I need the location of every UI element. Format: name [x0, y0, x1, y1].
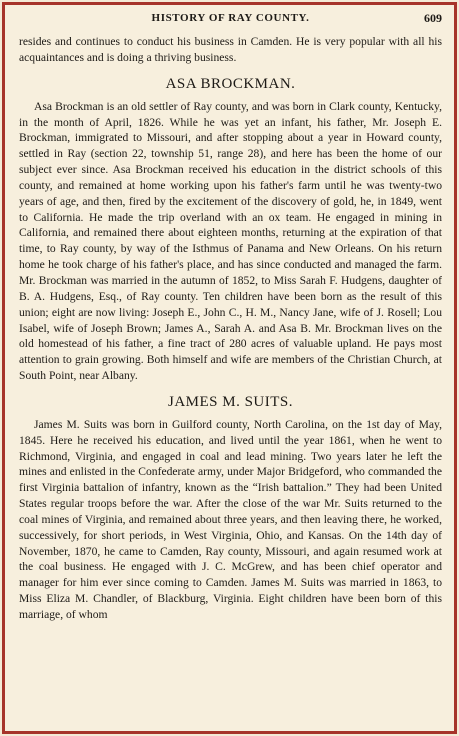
section-heading-james-m-suits: JAMES M. SUITS.	[167, 393, 294, 410]
page-body	[19, 34, 442, 623]
biography-james-m-suits: James M. Suits was born in Guilford county, North Carolina, on the 1st day of May, 1845. Here he received his education, and lived until the year 1861, when he went to Richmond, Virginia, and engaged in coal and lead mining. Two years later he left the mines and enlisted in the Confederate army, under Major Bridgeford, who commanded the first Virginia battalion of infantry, known as the “Irish battalion.” They had been United States regular troops before the war. After the close of the war Mr. Suits returned to the coal mines of Virginia, and remained about three years, and then leaving there, he worked, successively, for short periods, in West Virginia, Ohio, and Kansas. On the 14th day of November, 1870, he came to Camden, Ray county, Missouri, and again resumed work at the coal business. He engaged with J. C. McGrew, and has been chief operator and manager for him ever since coming to Camden. James M. Suits was married in 1863, to Miss Eliza M. Chandler, of Blackburg, Virginia. Eight children have been born of this marriage, of whom	[19, 417, 442, 621]
continued-paragraph: resides and continues to conduct his business in Camden. He is very popular with all his acquaintances and is doing a thriving business.	[19, 35, 442, 64]
page-frame	[2, 2, 457, 734]
page-header	[19, 12, 442, 28]
running-title: HISTORY OF RAY COUNTY.	[151, 12, 310, 24]
biography-asa-brockman: Asa Brockman is an old settler of Ray county, and was born in Clark county, Kentucky, in the month of April, 1826. While he was yet an infant, his father, Mr. Joseph E. Brockman, immigrated to Missouri, and after stopping about a year in Howard county, settled in Ray (section 22, township 51, range 28), and here has been the home of our subject ever since. Asa Brockman received his education in the district schools of this county, and remained at home working upon his father's farm until he was twenty-two years of age, and then, fired by the excitement of the discovery of gold, he, in 1849, went to California. He made the trip overland with an ox team. He engaged in mining in California, and remained there about eighteen months, returning at the expiration of that time, to Ray county, by way of the Isthmus of Panama and New Orleans. On his return home he took charge of his father's place, and has since conducted and managed the farm. Mr. Brockman was married in the autumn of 1852, to Miss Sarah F. Hudgens, daughter of B. A. Hudgens, Esq., of Ray county. Ten children have been born as the result of this union; eight are now living: Joseph E., John C., H. M., Nancy Jane, wife of J. Rosell; Lou Isabel, wife of Joseph Brown; James A., Sarah A. and Asa B. Mr. Brockman lives on the old homestead of his father, a fine tract of 280 acres of valuable upland. He pays most attention to grain growing. Both himself and wife are members of the Christian Church, at South Point, near Albany.	[19, 99, 442, 383]
section-heading-asa-brockman: ASA BROCKMAN.	[165, 75, 296, 92]
page-number: 609	[424, 11, 442, 25]
